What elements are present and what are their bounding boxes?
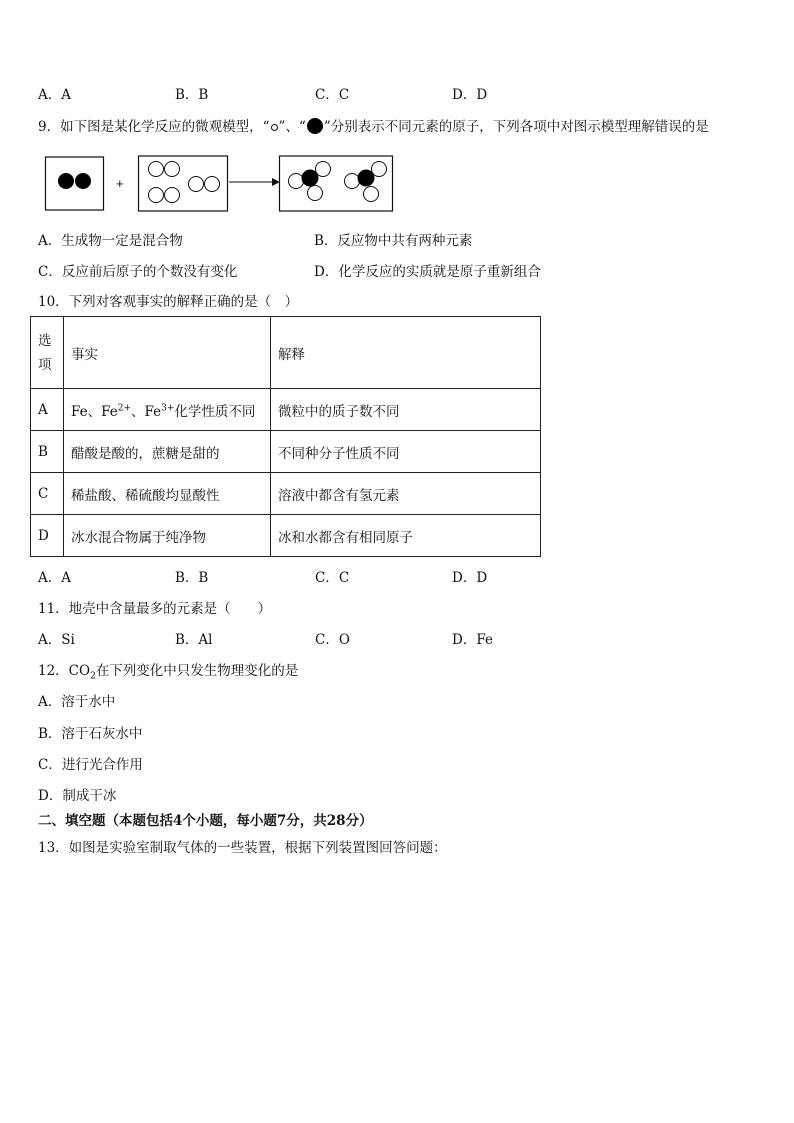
q13-stem: 13．如图是实验室制取气体的一些装置，根据下列装置图回答问题： [38,840,447,856]
q11-option-d: D．Fe [452,632,493,648]
q8-option-d: D．D [452,87,488,103]
reaction-model-svg [44,153,404,215]
q10-option-d: D．D [452,570,488,586]
hollow-atom [189,177,204,192]
hollow-atom [165,188,180,203]
black-atom [75,173,91,189]
q8-option-c: C．C [315,87,350,103]
q10-option-a: A．A [38,570,71,586]
solid-atom-icon [307,118,323,134]
plus-sign: + [116,176,124,191]
table-row: C 稀盐酸、稀硫酸均显酸性 溶液中都含有氢元素 [31,473,541,515]
section-title: 二、填空题（本题包括4个小题，每小题7分，共28分） [38,813,373,829]
q12-stem: 12．$CO_2$在下列变化中只发生物理变化的是 [38,663,299,682]
hollow-atom [308,186,323,201]
header-explain-cell: 解释 [271,317,541,389]
hollow-atom [372,162,387,177]
q12-option-c: C．进行光合作用 [38,757,143,773]
q9-stem-post: ”分别表示不同元素的原子，下列各项中对图示模型理解错误的是 [323,119,709,135]
table-row: D 冰水混合物属于纯净物 冰和水都含有相同原子 [31,515,541,557]
q11-option-c: C．O [315,632,350,648]
q9-stem [38,115,709,135]
q9-stem-mid: ”、“ [278,119,306,135]
q8-option-a: A．A [38,87,71,103]
arrow-head [272,178,280,186]
hollow-atom [289,174,304,189]
header-fact-cell: 事实 [64,317,271,389]
hollow-atom [149,188,164,203]
hollow-atom [316,162,331,177]
header-option-cell: 选 项 [31,317,64,389]
q10-table [30,316,541,557]
hollow-atom [165,162,180,177]
black-atom [58,173,74,189]
q9-option-c: C．反应前后原子的个数没有变化 [38,264,238,280]
q12-option-a: A．溶于水中 [38,694,116,710]
hollow-atom [345,174,360,189]
q9-stem-pre: 9．如下图是某化学反应的微观模型，“ [38,119,270,135]
reactant-box-1 [46,157,104,210]
hollow-atom [149,162,164,177]
table-header-row [31,317,541,389]
q11-option-b: B．Al [175,632,213,648]
q11-stem: 11．地壳中含量最多的元素是（ ） [38,601,272,617]
hollow-atom-icon [271,124,278,131]
q9-option-d: D．化学反应的实质就是原子重新组合 [314,264,541,280]
hollow-atom [364,187,379,202]
q9-option-b: B．反应物中共有两种元素 [314,233,473,249]
q9-option-a: A．生成物一定是混合物 [38,233,183,249]
q8-option-b: B．B [175,87,209,103]
q12-option-b: B．溶于石灰水中 [38,726,143,742]
black-atom [302,170,319,187]
q10-option-c: C．C [315,570,350,586]
table-row: A Fe、$Fe^{2+}$、$Fe^{3+}$化学性质不同 微粒中的质子数不同 [31,389,541,431]
q10-stem: 10．下列对客观事实的解释正确的是（ ） [38,294,299,310]
hollow-atom [205,177,220,192]
q10-option-b: B．B [175,570,209,586]
black-atom [358,170,375,187]
table-row: B 醋酸是酸的，蔗糖是甜的 不同种分子性质不同 [31,431,541,473]
fact-cell: Fe、$Fe^{2+}$、$Fe^{3+}$化学性质不同 [64,389,271,431]
q11-option-a: A．Si [38,632,75,648]
q12-option-d: D．制成干冰 [38,788,117,804]
